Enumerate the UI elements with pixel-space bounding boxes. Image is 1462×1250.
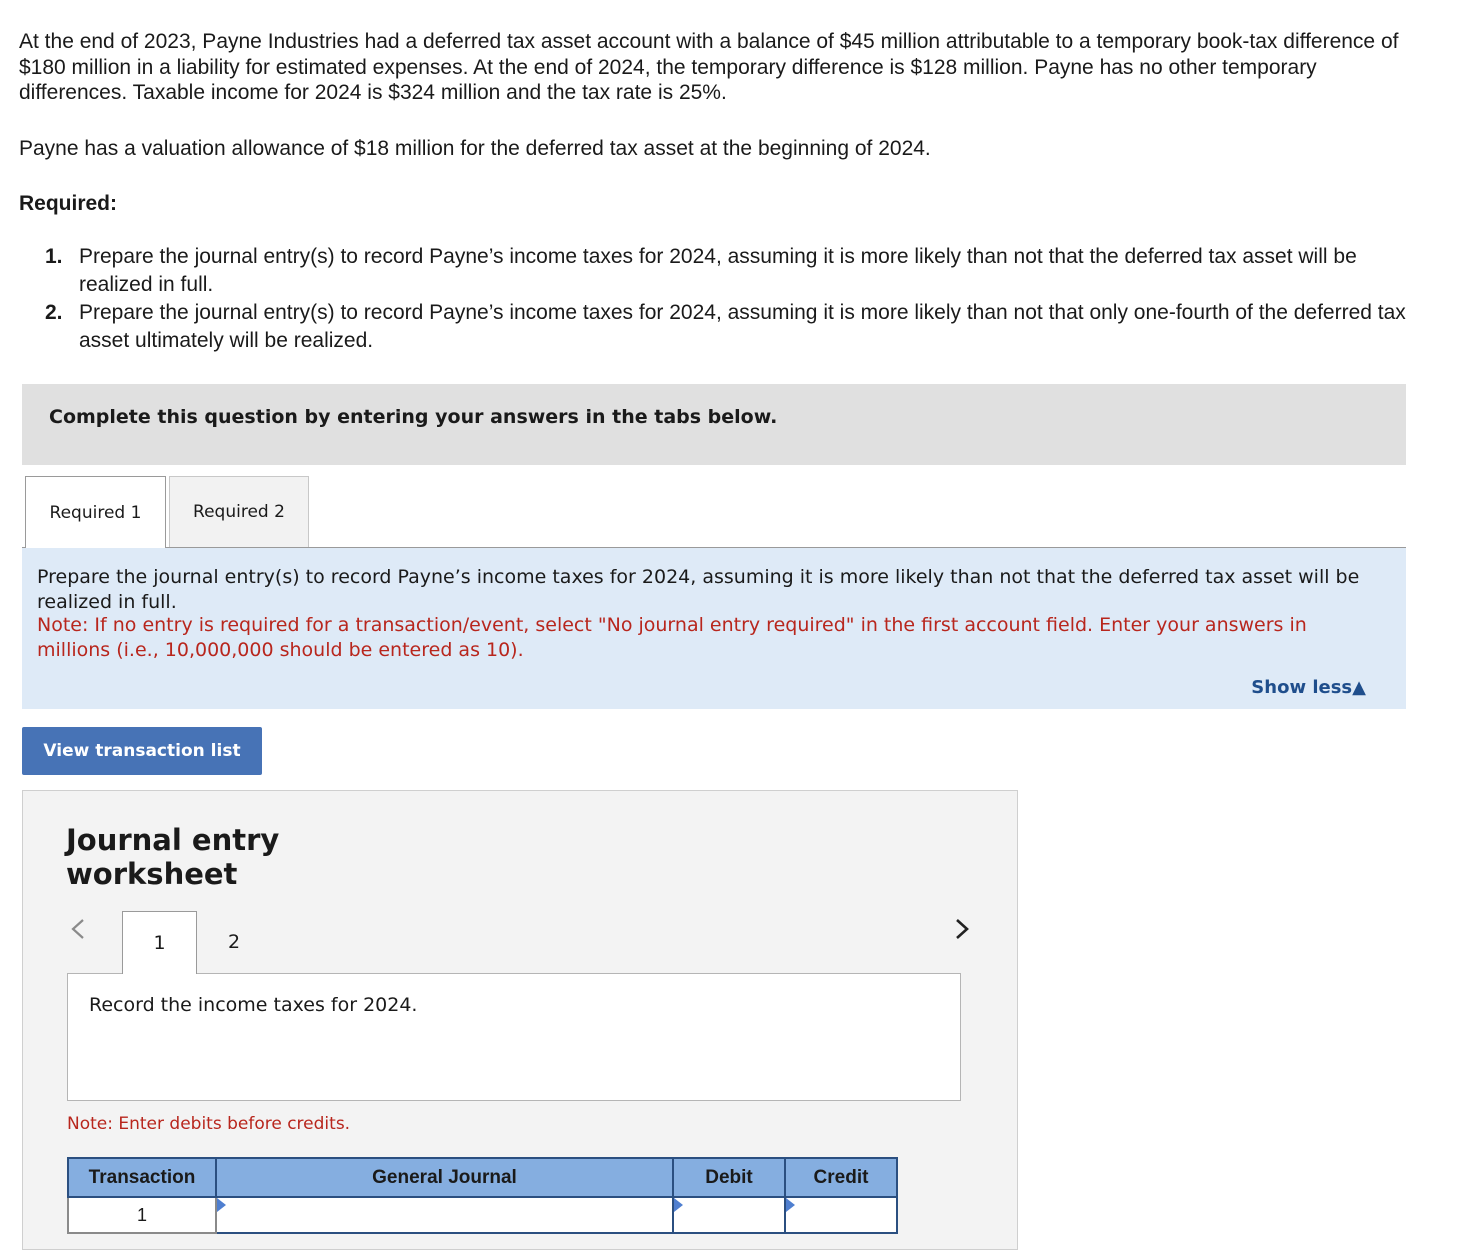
instruction-banner [22, 384, 1406, 465]
requirement-number: 1. [45, 245, 63, 268]
dropdown-indicator-icon [217, 1198, 226, 1212]
prompt-note: Note: If no entry is required for a transaction/event, select "No journal entry required" in the first account field. Enter your answers in millions (i.e., 10,000,000 should be entered as 10). [37, 614, 1307, 661]
requirements-list [45, 243, 1415, 355]
prompt-text: Prepare the journal entry(s) to record Payne’s income taxes for 2024, assuming it is more likely than not that the deferred tax asset will be realized in full. [37, 566, 1360, 613]
problem-allowance: Payne has a valuation allowance of $18 million for the deferred tax asset at the beginning of 2024. [19, 137, 931, 160]
prompt-panel [22, 548, 1406, 709]
chevron-left-icon[interactable] [68, 917, 88, 941]
required-heading: Required: [19, 192, 118, 215]
worksheet-page-2[interactable]: 2 [227, 931, 241, 953]
record-instruction-box [67, 973, 961, 1101]
chevron-right-icon[interactable] [952, 917, 972, 941]
debit-input[interactable] [674, 1198, 784, 1232]
debit-credit-note: Note: Enter debits before credits. [67, 1114, 351, 1134]
requirement-number: 2. [45, 301, 63, 324]
problem-intro: At the end of 2023, Payne Industries had a deferred tax asset account with a balance of $45 million attributable to a temporary book-tax difference of $180 million in a liability for estimated expenses. At the end of 2024, the temporary difference is $128 million. Payne has no other temporary differences. Taxable income for 2024 is $324 million and the tax rate is 25%. [19, 30, 1399, 104]
column-header-credit: Credit [785, 1158, 897, 1197]
worksheet-page-1[interactable]: 1 [122, 911, 197, 974]
record-instruction-text: Record the income taxes for 2024. [89, 994, 418, 1016]
transaction-number-cell: 1 [68, 1197, 216, 1233]
worksheet-title-line-2: worksheet [66, 857, 238, 891]
requirement-text: Prepare the journal entry(s) to record Payne’s income taxes for 2024, assuming it is more likely than not that the deferred tax asset will be realized in full. [79, 245, 1357, 296]
credit-cell[interactable] [785, 1197, 897, 1233]
debit-cell[interactable] [673, 1197, 785, 1233]
worksheet-title [66, 823, 279, 891]
column-header-transaction: Transaction [68, 1158, 216, 1197]
show-less-link[interactable]: Show less▲ [1251, 677, 1366, 698]
column-header-general-journal: General Journal [216, 1158, 673, 1197]
column-header-debit: Debit [673, 1158, 785, 1197]
instruction-text: Complete this question by entering your answers in the tabs below. [49, 406, 778, 428]
input-indicator-icon [786, 1198, 795, 1212]
table-row [68, 1197, 897, 1233]
journal-entry-table [67, 1157, 898, 1234]
requirement-item [45, 243, 1415, 299]
tab-required-2[interactable]: Required 2 [169, 476, 309, 547]
tab-required-1[interactable]: Required 1 [25, 476, 166, 548]
general-journal-cell[interactable] [216, 1197, 673, 1233]
requirement-item [45, 299, 1415, 355]
general-journal-input[interactable] [217, 1198, 672, 1232]
view-transaction-list-button[interactable]: View transaction list [22, 727, 262, 775]
credit-input[interactable] [786, 1198, 896, 1232]
worksheet-title-line-1: Journal entry [66, 823, 280, 857]
requirement-text: Prepare the journal entry(s) to record Payne’s income taxes for 2024, assuming it is more likely than not that only one-fourth of the deferred tax asset ultimately will be realized. [79, 301, 1406, 352]
table-header-row [68, 1158, 897, 1197]
input-indicator-icon [674, 1198, 683, 1212]
journal-worksheet-panel [22, 790, 1018, 1250]
